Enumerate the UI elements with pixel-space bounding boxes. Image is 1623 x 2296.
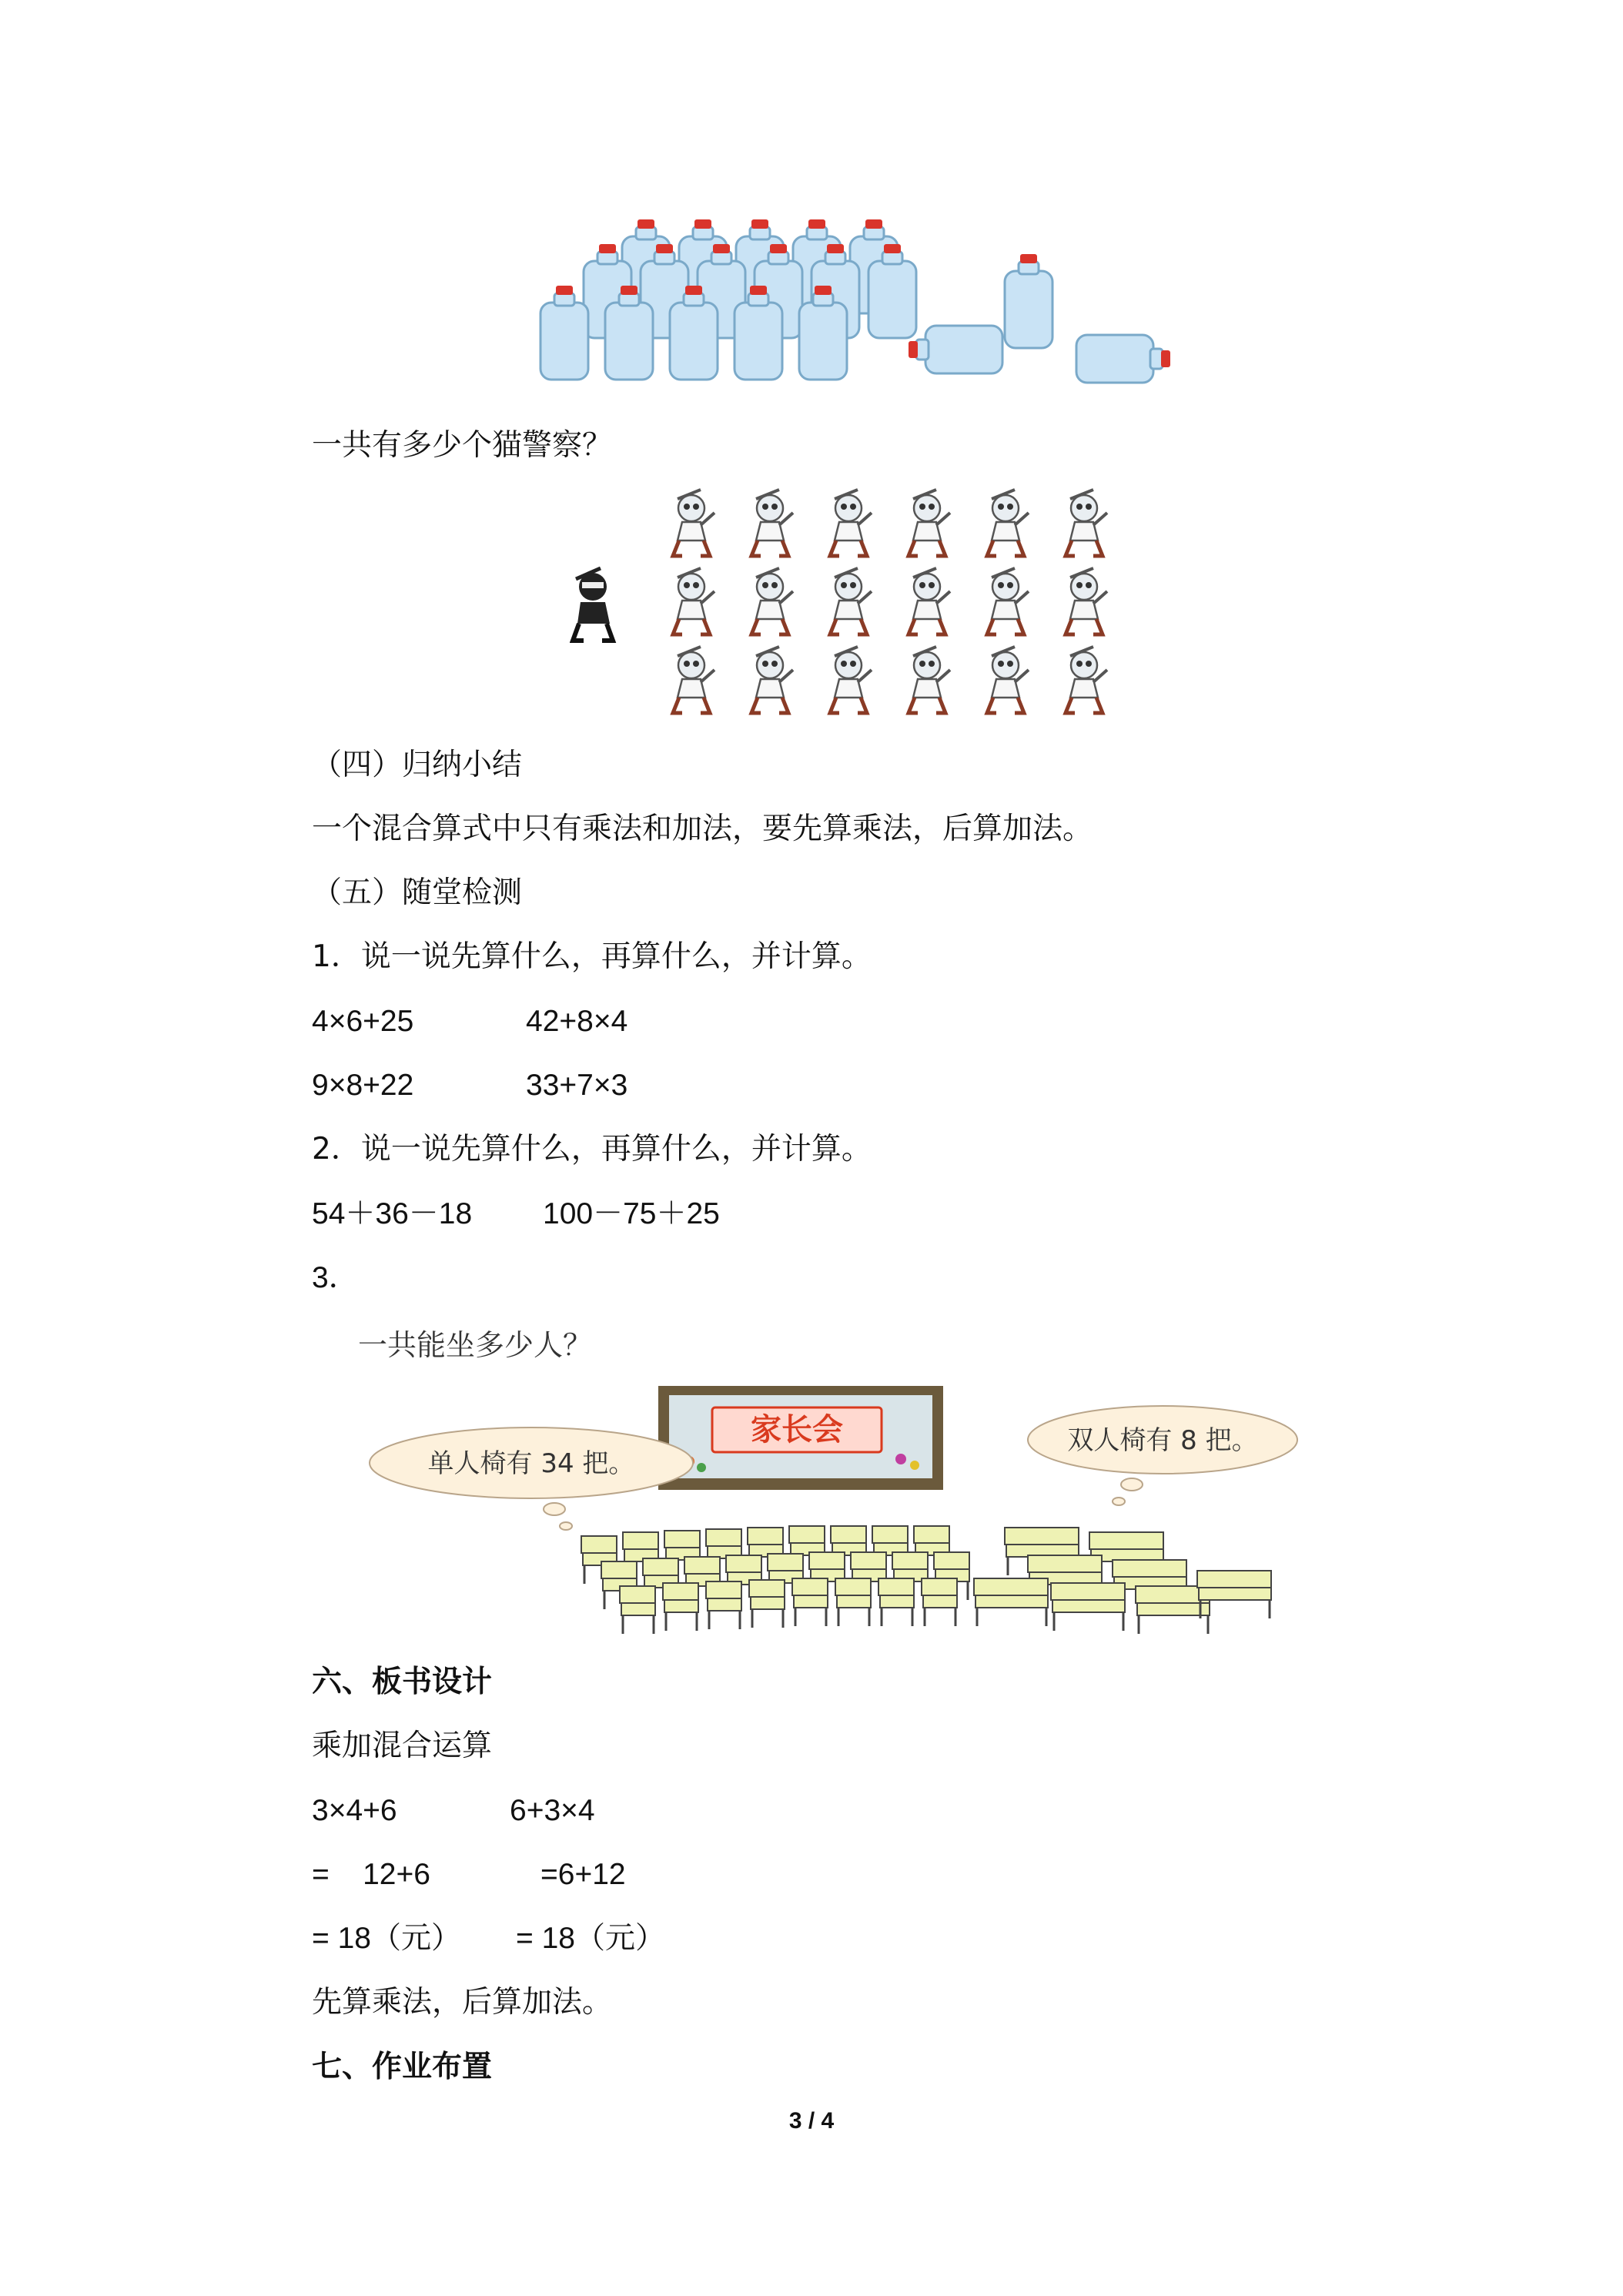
question-1-prompt: 1．说一说先算什么，再算什么，并计算。 bbox=[312, 939, 872, 974]
bubble-right bbox=[1028, 1406, 1297, 1505]
black-cat-figure bbox=[573, 568, 613, 641]
section6-heading: 六、板书设计 bbox=[312, 1665, 493, 1699]
question-3-label: 3． bbox=[312, 1261, 359, 1294]
rule-text: 一个混合算式中只有乘法和加法，要先算乘法，后算加法。 bbox=[312, 812, 1093, 846]
question-cats: 一共有多少个猫警察？ bbox=[312, 428, 613, 463]
cat-police-illustration bbox=[570, 485, 1139, 724]
q1-expr-4: 33+7×3 bbox=[526, 1069, 628, 1102]
board-step-2: =6+12 bbox=[540, 1858, 626, 1891]
double-chairs bbox=[974, 1528, 1271, 1634]
board-design-title: 乘加混合运算 bbox=[312, 1729, 493, 1763]
board-step-1: = 12+6 bbox=[312, 1858, 430, 1891]
bottle-group-standing bbox=[540, 219, 916, 380]
question-2-prompt: 2．说一说先算什么，再算什么，并计算。 bbox=[312, 1132, 872, 1166]
bubble-right-text: 双人椅有 8 把。 bbox=[1067, 1425, 1258, 1456]
cat-police-grid bbox=[673, 490, 1107, 713]
q1-expr-2: 42+8×4 bbox=[526, 1005, 628, 1038]
page-number: 3 / 4 bbox=[788, 2108, 835, 2134]
section5-heading: （五）随堂检测 bbox=[312, 875, 523, 910]
bubble-left bbox=[370, 1427, 693, 1530]
q2-expr-2: 100－75＋25 bbox=[543, 1197, 720, 1230]
board-result-1: = 18（元） bbox=[312, 1922, 461, 1955]
section4-heading: （四）归纳小结 bbox=[312, 748, 523, 782]
q1-expr-1: 4×6+25 bbox=[312, 1005, 414, 1038]
q1-expr-3: 9×8+22 bbox=[312, 1069, 414, 1102]
parent-meeting-illustration bbox=[350, 1317, 1320, 1640]
bottles-illustration bbox=[531, 219, 1193, 397]
q2-expr-1: 54＋36－18 bbox=[312, 1197, 473, 1230]
board-result-2: = 18（元） bbox=[516, 1922, 665, 1955]
q3-question: 一共能坐多少人？ bbox=[358, 1328, 593, 1362]
section7-heading: 七、作业布置 bbox=[312, 2050, 493, 2084]
bubble-left-text: 单人椅有 34 把。 bbox=[427, 1448, 635, 1479]
single-chairs bbox=[581, 1526, 969, 1634]
board-expr-2: 6+3×4 bbox=[510, 1794, 595, 1827]
bottle-group-fallen bbox=[909, 254, 1170, 383]
board-title: 家长会 bbox=[751, 1412, 843, 1448]
board-rule: 先算乘法，后算加法。 bbox=[312, 1985, 613, 2020]
board-expr-1: 3×4+6 bbox=[312, 1794, 397, 1827]
blackboard bbox=[658, 1386, 943, 1490]
